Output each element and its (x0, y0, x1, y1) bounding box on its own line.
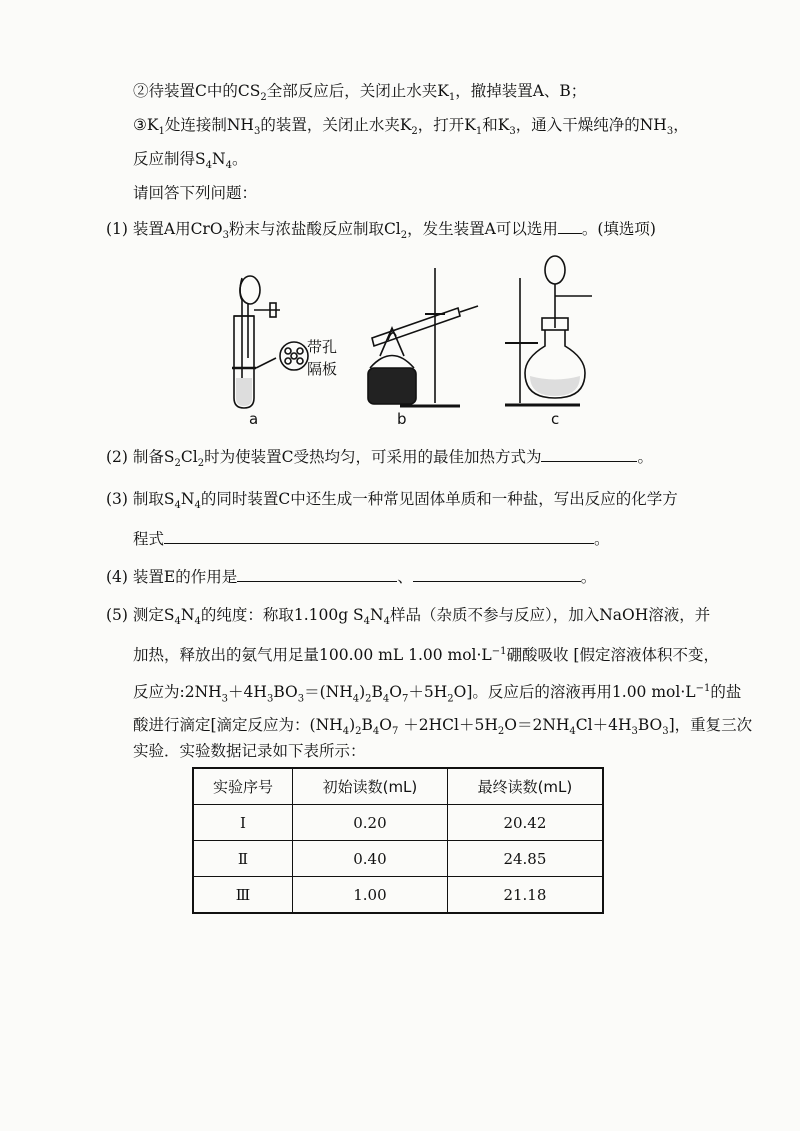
questions-intro: 请回答下列问题： (133, 184, 258, 202)
question-4: (4) 装置E的作用是 、 。 (106, 568, 597, 586)
plate-label-1: 带孔 (307, 338, 338, 356)
question-3-continued: 程式 。 (133, 530, 610, 548)
header-initial: 初始读数(mL) (293, 768, 448, 805)
question-2: (2) 制备$S_2Cl_2$时为使装置C受热均匀，可采用的最佳加热方式为 。 (106, 448, 653, 470)
data-table (192, 767, 604, 914)
answer-blank-4a[interactable] (237, 567, 397, 582)
figure-label-c: c (551, 410, 560, 428)
answer-blank-1[interactable] (558, 219, 582, 234)
apparatus-a (232, 276, 308, 408)
trial-id: Ⅲ (193, 877, 293, 914)
step-2-text: ②待装置C中的$CS_2$全部反应后，关闭止水夹$K_1$，撤掉装置A、B； (133, 82, 587, 104)
apparatus-b (368, 268, 478, 406)
step-3-text: $③K_1$处连接制$NH_3$的装置，关闭止水夹$K_2$，打开$K_1$和$K_3$，通入干燥纯净的$NH_3$， (133, 116, 689, 138)
final-reading: 21.18 (447, 877, 603, 914)
question-5-line-5: 实验．实验数据记录如下表所示： (133, 742, 366, 760)
table-row (193, 805, 603, 841)
figure-label-a: a (249, 410, 259, 428)
table-row (193, 841, 603, 877)
answer-blank-2[interactable] (541, 447, 637, 462)
final-reading: 24.85 (447, 841, 603, 877)
apparatus-c (505, 256, 592, 405)
initial-reading: 0.40 (293, 841, 448, 877)
trial-id: Ⅱ (193, 841, 293, 877)
apparatus-figure (220, 248, 600, 413)
table-header-row (193, 768, 603, 805)
trial-id: Ⅰ (193, 805, 293, 841)
question-5-line-1: (5) 测定$S_4N_4$的纯度：称取1.100g $S_4N_4$样品（杂质不参与反应），加入NaOH溶液，并 (106, 606, 711, 628)
answer-blank-3[interactable] (164, 529, 594, 544)
initial-reading: 1.00 (293, 877, 448, 914)
header-trial: 实验序号 (193, 768, 293, 805)
figure-label-b: b (397, 410, 407, 428)
plate-label-2: 隔板 (307, 360, 338, 378)
answer-blank-4b[interactable] (413, 567, 581, 582)
final-reading: 20.42 (447, 805, 603, 841)
question-5-line-3: 反应为$:2NH_3+4H_3BO_3=(NH_4)_2B_4O_7+5H_2O$]。反应后的溶液再用1.00 $mol\cdot L^{-1}$的盐 (133, 683, 742, 705)
header-final: 最终读数(mL) (447, 768, 603, 805)
table-row (193, 877, 603, 914)
question-5-line-4: 酸进行滴定[滴定反应为：$(NH_4)_2B_4O_7 +2HCl+5H_2O=2NH_4Cl+4H_3BO_3$]，重复三次 (133, 716, 753, 738)
question-3: (3) 制取$S_4N_4$的同时装置C中还生成一种常见固体单质和一种盐，写出反应的化学方 (106, 490, 678, 512)
question-5-line-2: 加热，释放出的氨气用足量100.00 mL 1.00 $mol\cdot L^{-1}$硼酸吸收 [假定溶液体积不变， (133, 646, 719, 665)
initial-reading: 0.20 (293, 805, 448, 841)
step-3-continued: 反应制得$S_4N_4$。 (133, 150, 248, 172)
question-1: (1) 装置A用CrO$_3$粉末与浓盐酸反应制取$Cl_2$，发生装置A可以选用 。(填选项) (106, 220, 656, 242)
